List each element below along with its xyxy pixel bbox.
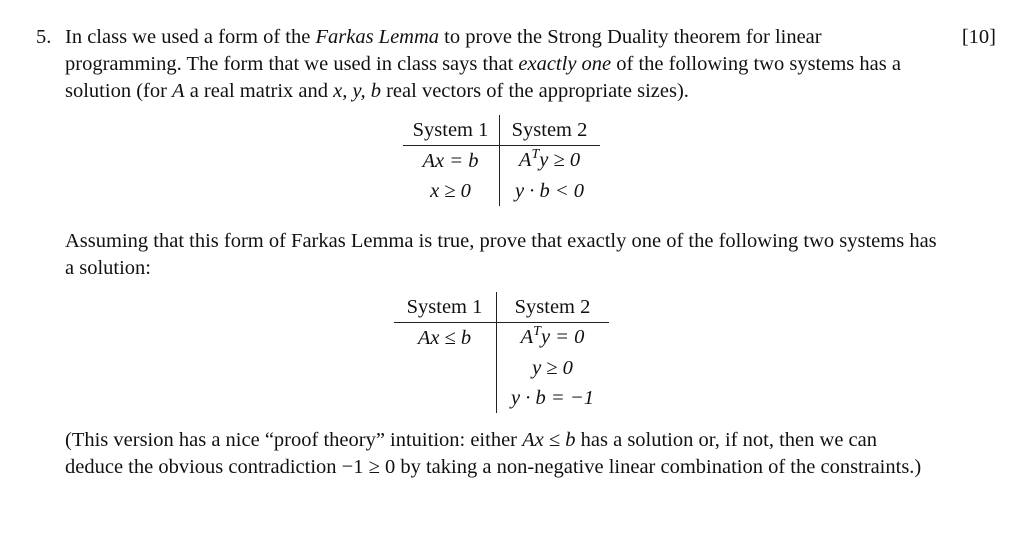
table1-header-system2: System 2 (499, 115, 600, 146)
intro-text-3: of the following two systems has a solution (for (65, 53, 901, 102)
table1-header-row (403, 115, 600, 146)
lemma-name: Farkas Lemma (315, 26, 440, 48)
closing-paragraph (65, 427, 937, 481)
table1-row1-system1: Ax = b (403, 146, 500, 177)
intro-text-2: to prove the Strong Duality theorem for linear programming. The form that we used in class says that (65, 26, 822, 75)
problem-number: 5. (36, 26, 52, 48)
table2-row3-system1 (394, 383, 497, 413)
table2-header-system2: System 2 (496, 292, 609, 323)
closing-text-1: (This version has a nice “proof theory” intuition: either (65, 429, 523, 451)
table2-row3-system2: y · b = −1 (511, 386, 594, 409)
table2-row2-system1 (394, 353, 497, 383)
table2-row1-system2 (496, 323, 609, 354)
table2-row1-main: A (520, 325, 534, 348)
table2-row1-rest: y = 0 (540, 325, 585, 348)
table2-row (394, 353, 609, 383)
middle-paragraph: Assuming that this form of Farkas Lemma is true, prove that exactly one of the following two systems has a solution: (65, 230, 937, 279)
table2-row1-system1: Ax ≤ b (394, 323, 497, 354)
table1-row (403, 146, 600, 177)
closing-text-2: has a solution or, if not, then we can deduce the obvious contradiction (65, 429, 877, 478)
closing-expr-1: Ax ≤ b (522, 429, 576, 451)
table1-row1-system2 (499, 146, 600, 177)
var-A: A (172, 80, 185, 102)
intro-text-5: real vectors of the appropriate sizes). (380, 80, 689, 102)
transpose-superscript: T (533, 323, 541, 339)
farkas-table-1 (403, 115, 600, 206)
table1-row (403, 176, 600, 206)
farkas-table-2 (394, 292, 609, 413)
transpose-superscript: T (531, 146, 540, 162)
intro-text-4: a real matrix and (184, 80, 334, 102)
table2-row2-system2: y ≥ 0 (532, 356, 573, 379)
intro-paragraph (65, 24, 937, 105)
table1-row1-rest: y ≥ 0 (539, 148, 581, 171)
table2-header-row (394, 292, 609, 323)
table1-row1-main: A (518, 148, 532, 171)
table1-header-system1: System 1 (403, 115, 500, 146)
closing-expr-2: −1 ≥ 0 (341, 456, 396, 478)
table2-row (394, 383, 609, 413)
vars-xyb: x, y, b (333, 80, 381, 102)
intro-text-1: In class we used a form of the (65, 26, 316, 48)
table1-row2-system2: y · b < 0 (514, 179, 585, 202)
problem-points: [10] (961, 26, 996, 48)
closing-text-3: by taking a non-negative linear combination of the constraints.) (395, 456, 922, 478)
problem-5 (36, 24, 996, 481)
problem-body (65, 24, 937, 481)
exactly-one-emphasis: exactly one (518, 53, 612, 75)
table1-row2-system1: x ≥ 0 (403, 176, 500, 206)
table2-row (394, 323, 609, 354)
table2-header-system1: System 1 (394, 292, 497, 323)
